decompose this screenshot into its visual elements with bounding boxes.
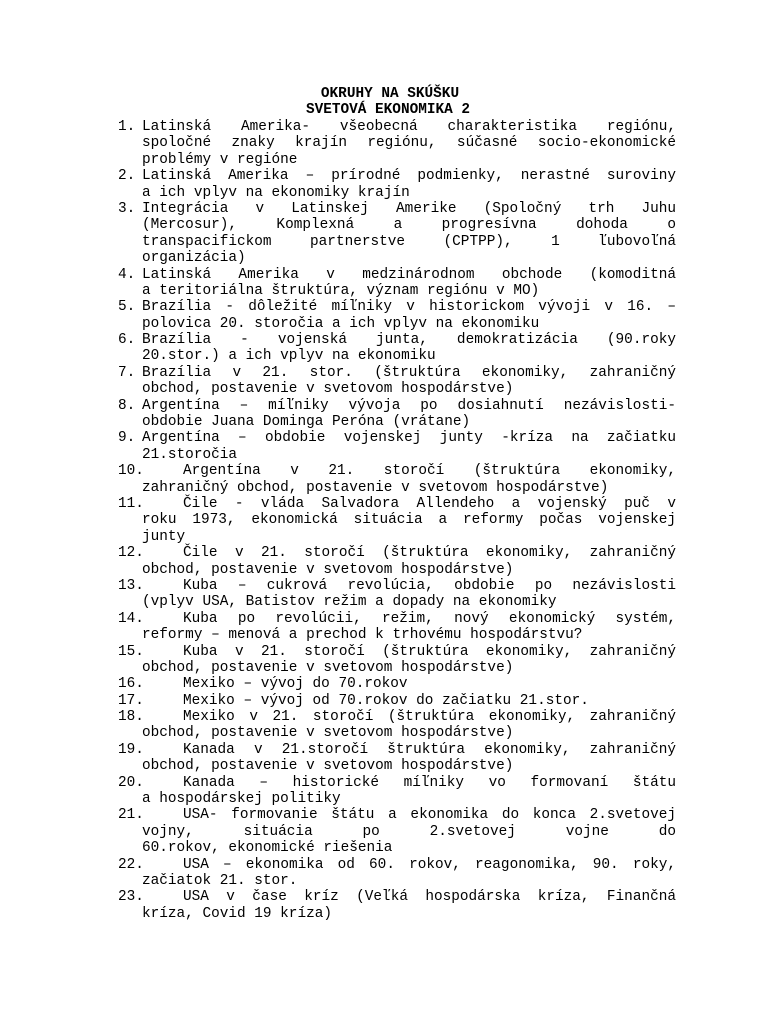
- topic-number: 16.: [118, 676, 144, 693]
- topic-line-text: Integrácia v Latinskej Amerike (Spoločný trh Juhu: [142, 200, 676, 217]
- topic-line-text: (Mercosur), Komplexná a progresívna dohoda o: [142, 217, 676, 234]
- topic-line-text: a ich vplyv na ekonomiky krajín: [142, 184, 410, 201]
- topic-line-text: polovica 20. storočia a ich vplyv na ekonomiku: [142, 315, 540, 332]
- topic-line-text: začiatok 21. stor.: [142, 872, 298, 889]
- topic-line-text: Latinská Amerika v medzinárodnom obchode (komoditná: [142, 266, 676, 283]
- topic-line-text: a teritoriálna štruktúra, význam regiónu v MO): [142, 282, 540, 299]
- topic-number: 8.: [118, 397, 136, 414]
- topic-number: 10.: [118, 463, 144, 480]
- topic-line-text: (vplyv USA, Batistov režim a dopady na ekonomiky: [142, 594, 557, 611]
- topic-line-text: Kanada – historické míľniky vo formovaní štátu: [183, 774, 676, 791]
- topic-line-text: zahraničný obchod, postavenie v svetovom hospodárstve): [142, 479, 609, 496]
- topic-line-text: roku 1973, ekonomická situácia a reformy počas vojenskej: [142, 512, 676, 529]
- topic-line-text: problémy v regióne: [142, 151, 298, 168]
- topic-line-text: spoločné znaky krajín regiónu, súčasné socio-ekonomické: [142, 135, 676, 152]
- topic-number: 6.: [118, 332, 136, 349]
- topic-line-text: Kuba po revolúcii, režim, nový ekonomický systém,: [183, 610, 676, 627]
- topic-line-text: organizácia): [142, 250, 246, 267]
- topic-line-text: junty: [142, 528, 186, 545]
- topic-number: 12.: [118, 545, 144, 562]
- topic-line-text: Mexiko – vývoj od 70.rokov do začiatku 21.stor.: [183, 692, 589, 709]
- topic-line-text: USA- formovanie štátu a ekonomika do konca 2.svetovej: [183, 807, 676, 824]
- topic-line-text: obchod, postavenie v svetovom hospodárstve): [142, 725, 514, 742]
- topic-line-text: obchod, postavenie v svetovom hospodárstve): [142, 561, 514, 578]
- topic-line-text: Argentína v 21. storočí (štruktúra ekonomiky,: [183, 463, 676, 480]
- topic-line-text: Čile - vláda Salvadora Allendeho a vojenský puč v: [183, 495, 676, 512]
- topic-number: 1.: [118, 119, 136, 135]
- topic-line-text: a hospodárskej politiky: [142, 791, 341, 808]
- topic-number: 18.: [118, 709, 144, 726]
- topic-number: 7.: [118, 364, 136, 381]
- document-title: OKRUHY NA SKÚŠKU: [320, 86, 460, 102]
- topic-line-text: kríza, Covid 19 kríza): [142, 905, 332, 922]
- topic-number: 17.: [118, 692, 144, 709]
- topic-line-text: Mexiko v 21. storočí (štruktúra ekonomiky, zahraničný: [183, 709, 676, 726]
- topic-number: 3.: [118, 200, 136, 217]
- topic-number: 5.: [118, 299, 136, 316]
- topic-line-text: 21.storočia: [142, 446, 237, 463]
- topic-line-text: obchod, postavenie v svetovom hospodárstve): [142, 381, 514, 398]
- topic-line-text: Mexiko – vývoj do 70.rokov: [183, 676, 408, 693]
- topic-line-text: Latinská Amerika- všeobecná charakteristika regiónu,: [142, 119, 676, 135]
- topic-number: 4.: [118, 266, 136, 283]
- topic-number: 22.: [118, 856, 144, 873]
- topic-line-text: Čile v 21. storočí (štruktúra ekonomiky, zahraničný: [183, 545, 676, 562]
- topic-number: 13.: [118, 577, 144, 594]
- topic-number: 23.: [118, 889, 144, 906]
- topic-line-text: Kanada v 21.storočí štruktúra ekonomiky, zahraničný: [183, 741, 676, 758]
- topic-line-text: Kuba v 21. storočí (štruktúra ekonomiky, zahraničný: [183, 643, 676, 660]
- topic-line-text: USA – ekonomika od 60. rokov, reagonomika, 90. roky,: [183, 856, 676, 873]
- topic-number: 2.: [118, 168, 136, 185]
- topic-line-text: obdobie Juana Dominga Peróna (vrátane): [142, 414, 471, 431]
- topic-line-text: 20.stor.) a ich vplyv na ekonomiku: [142, 348, 436, 365]
- document-subtitle: SVETOVÁ EKONOMIKA 2: [305, 102, 471, 118]
- topic-number: 15.: [118, 643, 144, 660]
- topic-line-text: reformy – menová a prechod k trhovému hospodárstvu?: [142, 627, 583, 644]
- topic-line-text: Kuba – cukrová revolúcia, obdobie po nezávislosti: [183, 577, 676, 594]
- topic-number: 11.: [118, 495, 144, 512]
- topic-number: 20.: [118, 774, 144, 791]
- topic-line-text: USA v čase kríz (Veľká hospodárska kríza, Finančná: [183, 889, 676, 906]
- topic-number: 19.: [118, 741, 144, 758]
- topic-number: 14.: [118, 610, 144, 627]
- topic-line-text: Brazília - vojenská junta, demokratizácia (90.roky: [142, 332, 676, 349]
- topic-line-text: obchod, postavenie v svetovom hospodárstve): [142, 758, 514, 775]
- topic-number: 21.: [118, 807, 144, 824]
- topic-line-text: Brazília - dôležité míľniky v historickom vývoji v 16. –: [142, 299, 676, 316]
- topic-line-text: 60.rokov, ekonomické riešenia: [142, 840, 393, 857]
- topic-line-text: Brazília v 21. stor. (štruktúra ekonomiky, zahraničný: [142, 364, 676, 381]
- topic-line-text: vojny, situácia po 2.svetovej vojne do: [142, 823, 676, 840]
- topic-line-text: Argentína – míľniky vývoja po dosiahnutí nezávislosti-: [142, 397, 676, 414]
- topic-line-text: transpacifickom partnerstve (CPTPP), 1 ľubovoľná: [142, 233, 676, 250]
- topic-line-text: obchod, postavenie v svetovom hospodárstve): [142, 659, 514, 676]
- topic-line-text: Argentína – obdobie vojenskej junty -kríza na začiatku: [142, 430, 676, 447]
- topic-line-text: Latinská Amerika – prírodné podmienky, nerastné suroviny: [142, 168, 676, 185]
- topic-number: 9.: [118, 430, 136, 447]
